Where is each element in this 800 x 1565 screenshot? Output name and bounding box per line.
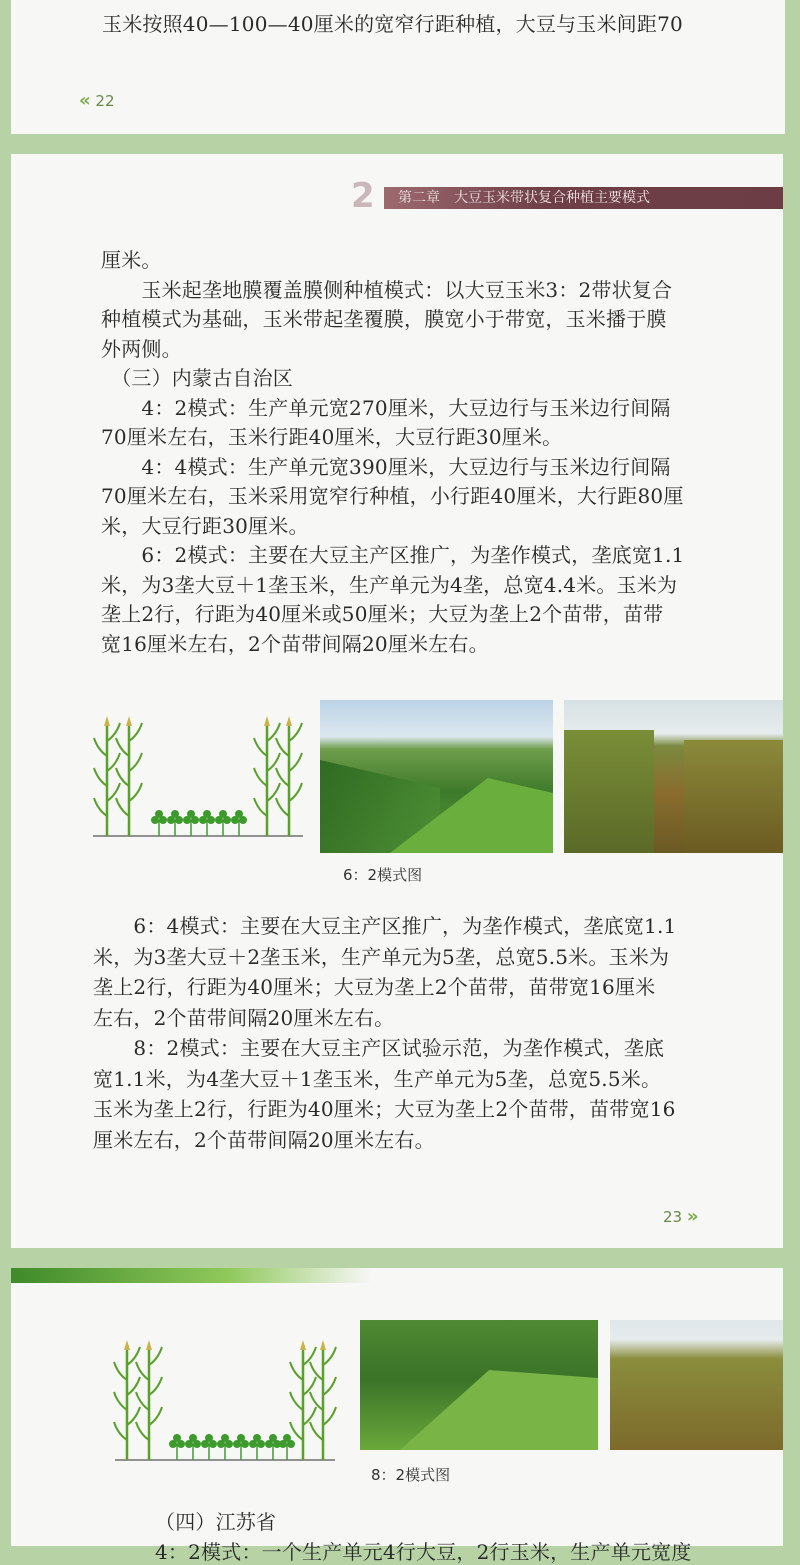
- body-text-line: 垄上2行，行距为40厘米或50厘米；大豆为垄上2个苗带，苗带: [101, 602, 664, 626]
- body-text-line: 玉米起垄地膜覆盖膜侧种植模式：以大豆玉米3：2带状复合: [101, 277, 673, 302]
- body-text-line: 4：4模式：生产单元宽390厘米，大豆边行与玉米边行间隔: [101, 454, 671, 479]
- field-photo-1: [320, 700, 553, 853]
- soybean-plant-icon: [233, 1434, 249, 1460]
- soybean-plant-icon: [249, 1434, 265, 1460]
- corn-plant-icon: [94, 716, 120, 836]
- body-text-line: 左右，2个苗带间隔20厘米左右。: [93, 1005, 395, 1030]
- body-text-line: 厘米。: [101, 248, 162, 272]
- chapter-number: 2: [351, 176, 375, 216]
- diagram-8-2: [115, 1338, 345, 1454]
- soybean-plant-icon: [215, 810, 231, 836]
- body-text-line: 厘米左右，2个苗带间隔20厘米左右。: [93, 1127, 435, 1152]
- corn-plant-icon: [276, 716, 302, 836]
- header-decoration: [11, 1268, 371, 1283]
- section-heading: （三）内蒙古自治区: [101, 366, 293, 390]
- page-number: [79, 90, 115, 111]
- body-text-line: 玉米为垄上2行，行距为40厘米；大豆为垄上2个苗带，苗带宽16: [93, 1097, 676, 1121]
- body-text-line: 玉米按照40—100—40厘米的宽窄行距种植，大豆与玉米间距70: [102, 12, 683, 36]
- body-text-line: 米，大豆行距30厘米。: [101, 513, 309, 538]
- corn-plant-icon: [310, 1340, 336, 1460]
- page-number-text: 23: [663, 1208, 683, 1226]
- body-text-line: 宽1.1米，为4垄大豆＋1垄玉米，生产单元为5垄，总宽5.5米。: [93, 1066, 662, 1091]
- body-text-line: 6：4模式：主要在大豆主产区推广，为垄作模式，垄底宽1.1: [93, 914, 677, 938]
- page-number: [663, 1206, 699, 1227]
- soybean-plant-icon: [183, 810, 199, 836]
- page-arrow-left-icon: «: [79, 90, 91, 111]
- body-text-line: 4：2模式：生产单元宽270厘米，大豆边行与玉米边行间隔: [101, 395, 671, 420]
- field-photo-2: [564, 700, 783, 853]
- chapter-header: 第二章 大豆玉米带状复合种植主要模式: [384, 187, 783, 209]
- diagram-6-2: [93, 714, 313, 840]
- figure-caption: 6：2模式图: [343, 866, 423, 884]
- soybean-plant-icon: [231, 810, 247, 836]
- section-heading: （四）江苏省: [155, 1510, 277, 1534]
- page-arrow-right-icon: »: [686, 1206, 699, 1227]
- soybean-plant-icon: [169, 1434, 185, 1460]
- field-photo-3: [360, 1320, 598, 1450]
- body-text-line: 米，为3垄大豆＋2垄玉米，生产单元为5垄，总宽5.5米。玉米为: [93, 944, 670, 969]
- field-photo-4: [610, 1320, 783, 1450]
- body-text-line: 种植模式为基础，玉米带起垄覆膜，膜宽小于带宽，玉米播于膜: [101, 307, 667, 331]
- soybean-plant-icon: [265, 1434, 281, 1460]
- soybean-plant-icon: [279, 1434, 295, 1460]
- soybean-plant-icon: [167, 810, 183, 836]
- soybean-plant-icon: [201, 1434, 217, 1460]
- page-22: [11, 0, 785, 134]
- body-text-line: 70厘米左右，玉米行距40厘米，大豆行距30厘米。: [101, 425, 563, 449]
- body-text-line: 垄上2行，行距为40厘米；大豆为垄上2个苗带，苗带宽16厘米: [93, 975, 656, 999]
- soybean-plant-icon: [217, 1434, 233, 1460]
- corn-plant-icon: [114, 1340, 140, 1460]
- body-text-line: 6：2模式：主要在大豆主产区推广，为垄作模式，垄底宽1.1: [101, 543, 685, 567]
- soybean-plant-icon: [185, 1434, 201, 1460]
- corn-plant-icon: [136, 1340, 162, 1460]
- body-text-line: 4：2模式：一个生产单元4行大豆，2行玉米，生产单元宽度: [155, 1540, 692, 1564]
- page-24: [11, 1268, 783, 1564]
- corn-plant-icon: [254, 716, 280, 836]
- soybean-plant-icon: [151, 810, 167, 836]
- figure-caption: 8：2模式图: [371, 1466, 451, 1484]
- soybean-plant-icon: [199, 810, 215, 836]
- page-23: [11, 154, 783, 1248]
- body-text-line: 米，为3垄大豆＋1垄玉米，生产单元为4垄，总宽4.4米。玉米为: [101, 572, 678, 597]
- corn-plant-icon: [116, 716, 142, 836]
- body-text-line: 宽16厘米左右，2个苗带间隔20厘米左右。: [101, 631, 489, 656]
- body-text-line: 70厘米左右，玉米采用宽窄行种植，小行距40厘米，大行距80厘: [101, 484, 684, 508]
- body-text-line: 8：2模式：主要在大豆主产区试验示范，为垄作模式，垄底: [93, 1036, 665, 1060]
- body-text-line: 外两侧。: [101, 336, 182, 361]
- page-number-text: 22: [95, 92, 115, 110]
